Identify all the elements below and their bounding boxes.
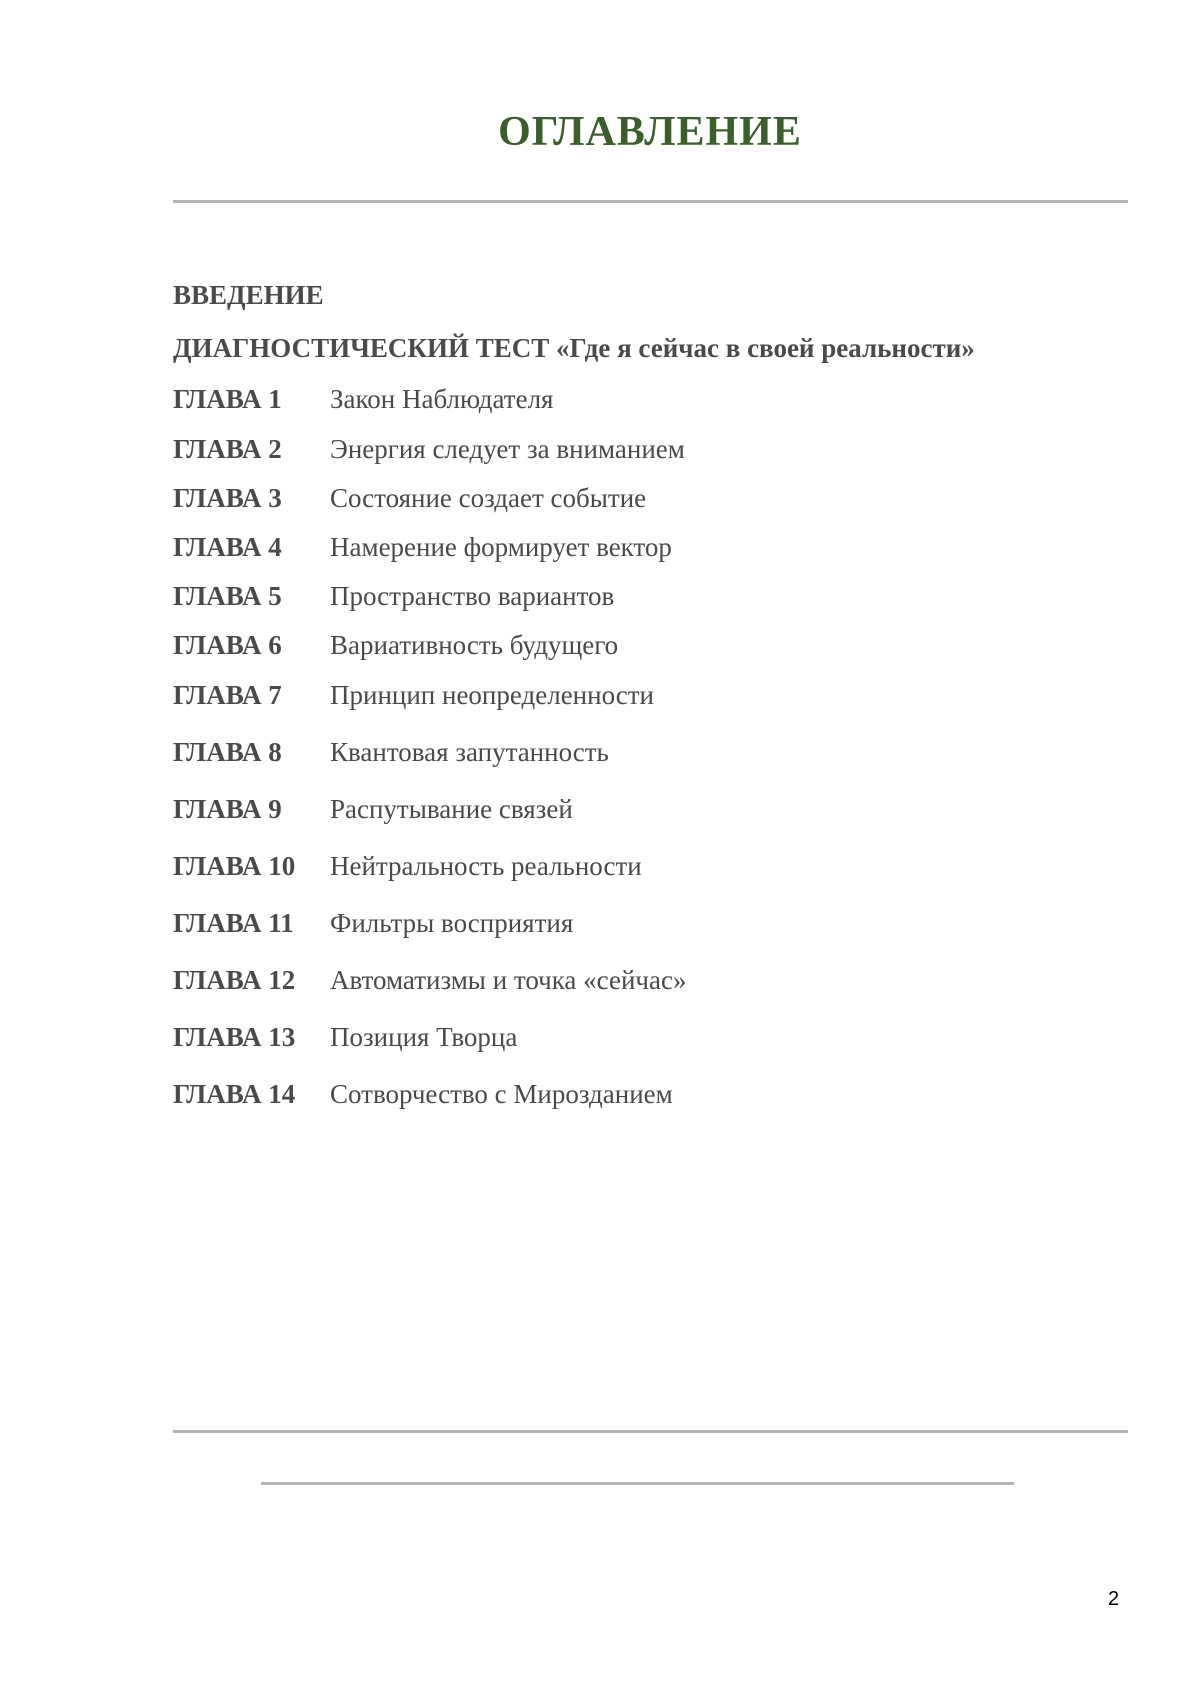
chapter-label: ГЛАВА 8 — [173, 737, 282, 767]
title-divider — [173, 200, 1128, 203]
chapter-title: Пространство вариантов — [330, 581, 615, 611]
chapter-title: Автоматизмы и точка «сейчас» — [330, 965, 687, 995]
chapter-label: ГЛАВА 6 — [173, 630, 282, 660]
chapter-label: ГЛАВА 1 — [173, 384, 282, 414]
chapter-label: ГЛАВА 14 — [173, 1079, 296, 1109]
chapter-title: Закон Наблюдателя — [330, 384, 554, 414]
chapter-label: ГЛАВА 7 — [173, 680, 282, 710]
chapter-title: Сотворчество с Мирозданием — [330, 1079, 673, 1109]
chapter-title: Нейтральность реальности — [330, 851, 642, 881]
chapter-title: Энергия следует за вниманием — [330, 434, 685, 464]
page-title: ОГЛАВЛЕНИЕ — [498, 109, 802, 155]
chapter-title: Намерение формирует вектор — [330, 532, 672, 562]
chapter-label: ГЛАВА 12 — [173, 965, 296, 995]
chapter-title: Вариативность будущего — [330, 630, 619, 660]
toc-heading-introduction: ВВЕДЕНИЕ — [173, 280, 324, 310]
chapter-label: ГЛАВА 11 — [173, 908, 294, 938]
chapter-label: ГЛАВА 9 — [173, 794, 282, 824]
toc-heading-diagnostic-test: ДИАГНОСТИЧЕСКИЙ ТЕСТ «Где я сейчас в своей реальности» — [173, 333, 975, 363]
chapter-label: ГЛАВА 10 — [173, 851, 296, 881]
chapter-label: ГЛАВА 3 — [173, 483, 282, 513]
page-number: 2 — [1108, 1588, 1120, 1610]
chapter-label: ГЛАВА 13 — [173, 1022, 296, 1052]
footer-divider — [173, 1430, 1128, 1433]
chapter-label: ГЛАВА 4 — [173, 532, 282, 562]
chapter-label: ГЛАВА 2 — [173, 434, 282, 464]
chapter-title: Распутывание связей — [330, 794, 573, 824]
chapter-title: Позиция Творца — [330, 1022, 518, 1052]
chapter-title: Принцип неопределенности — [330, 680, 654, 710]
chapter-label: ГЛАВА 5 — [173, 581, 282, 611]
chapter-title: Состояние создает событие — [330, 483, 647, 513]
chapter-title: Фильтры восприятия — [330, 908, 574, 938]
chapter-title: Квантовая запутанность — [330, 737, 609, 767]
footer-divider-short — [261, 1482, 1014, 1485]
